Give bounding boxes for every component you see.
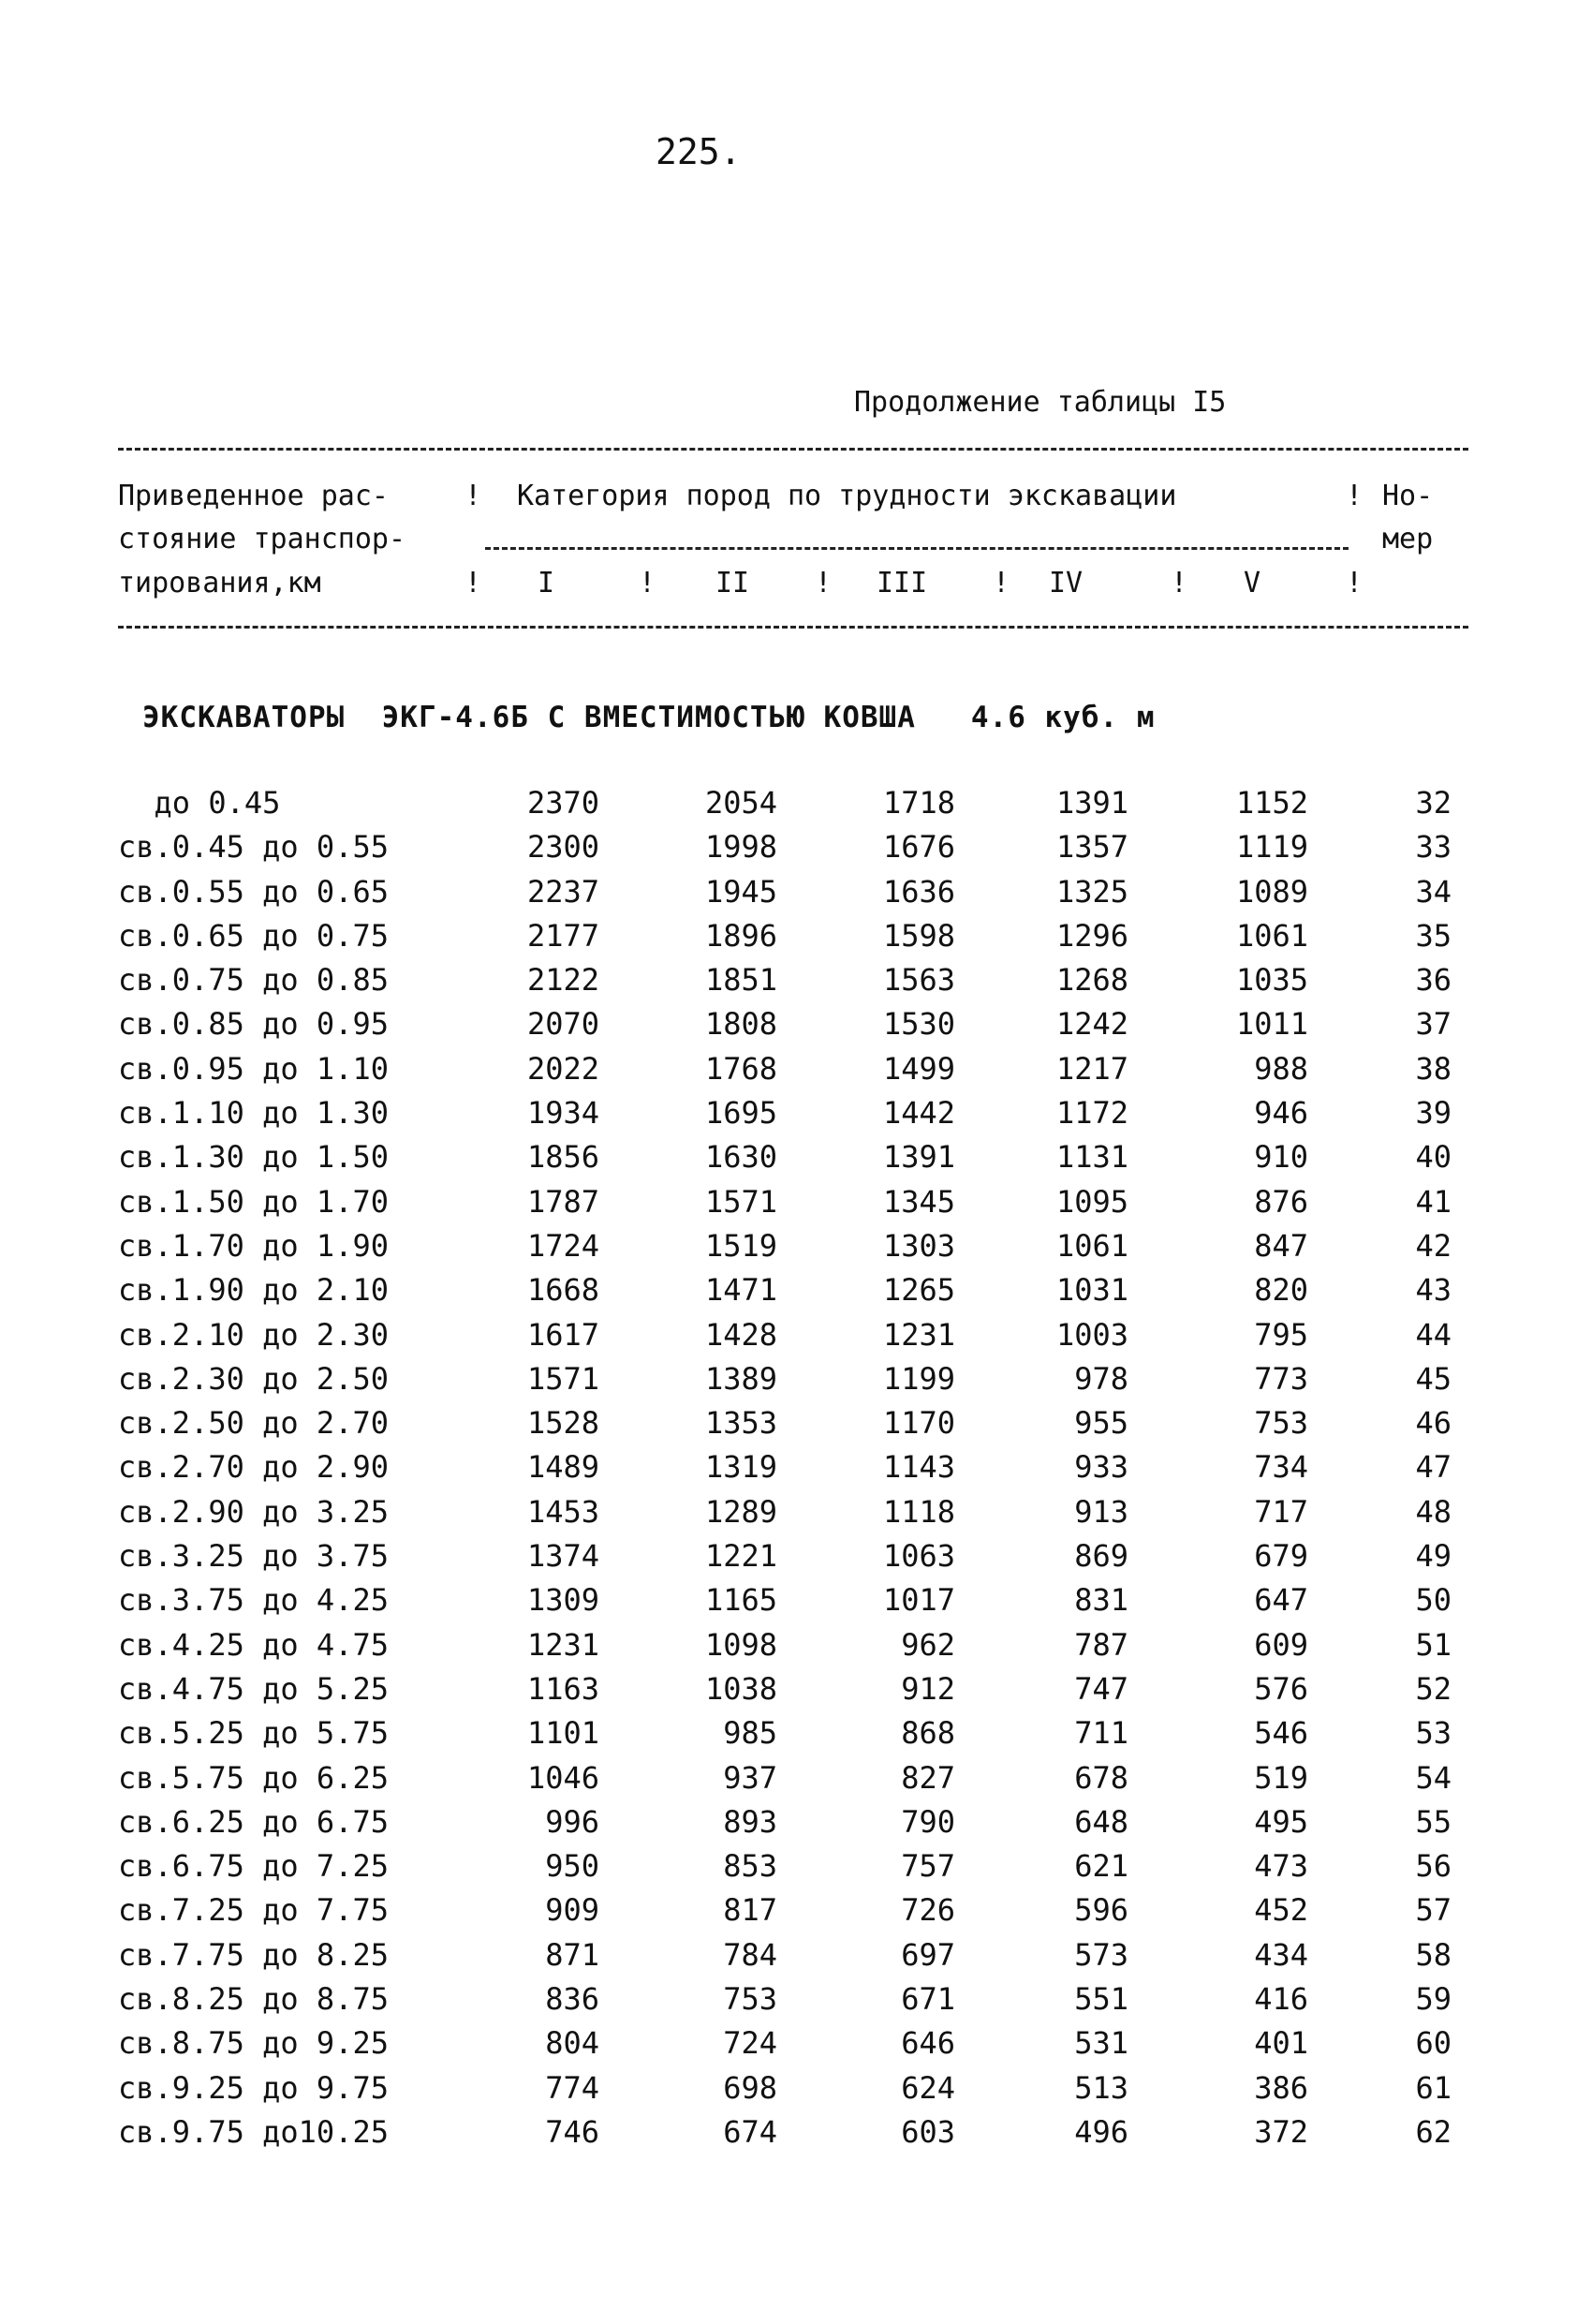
category-5-value: 1035 <box>1235 962 1308 999</box>
category-2-value: 1519 <box>704 1227 777 1264</box>
table-row <box>0 1361 1592 1405</box>
distance-range: св.1.90 до 2.10 <box>118 1272 389 1309</box>
distance-range: св.1.70 до 1.90 <box>118 1227 389 1264</box>
table-row <box>0 1760 1592 1804</box>
header-bottom-rule <box>118 626 1468 629</box>
category-3-value: 697 <box>901 1936 955 1973</box>
category-1-value: 2177 <box>526 917 599 954</box>
row-number: 47 <box>1415 1449 1452 1486</box>
category-2-value: 1038 <box>704 1670 777 1707</box>
category-4-value: 1268 <box>1055 962 1128 999</box>
category-2-value: 985 <box>723 1715 777 1752</box>
category-2-value: 817 <box>723 1892 777 1929</box>
header-separator: ! <box>1171 567 1188 600</box>
row-number: 39 <box>1415 1095 1452 1132</box>
category-4-value: 573 <box>1074 1936 1128 1973</box>
header-separator: ! <box>639 567 656 600</box>
category-4-value: 1217 <box>1055 1050 1128 1087</box>
category-1-value: 1046 <box>526 1759 599 1796</box>
category-1-value: 804 <box>545 2025 599 2062</box>
distance-range: св.1.10 до 1.30 <box>118 1095 389 1132</box>
header-category-4: IV <box>1049 567 1083 600</box>
category-4-value: 1061 <box>1055 1227 1128 1264</box>
table-row <box>0 1582 1592 1626</box>
distance-range: св.6.25 до 6.75 <box>118 1803 389 1840</box>
row-number: 60 <box>1415 2025 1452 2062</box>
category-5-value: 876 <box>1254 1183 1308 1220</box>
category-2-value: 1630 <box>704 1139 777 1176</box>
category-5-value: 647 <box>1254 1582 1308 1619</box>
category-2-value: 1851 <box>704 962 777 999</box>
category-1-value: 1374 <box>526 1538 599 1575</box>
distance-range: св.0.45 до 0.55 <box>118 829 389 866</box>
category-1-value: 2070 <box>526 1006 599 1043</box>
category-2-value: 1165 <box>704 1582 777 1619</box>
table-row <box>0 1272 1592 1316</box>
category-2-value: 1319 <box>704 1449 777 1486</box>
distance-range: св.4.75 до 5.25 <box>118 1670 389 1707</box>
section-title: ЭКСКАВАТОРЫ ЭКГ-4.6Б С ВМЕСТИМОСТЬЮ КОВША 4.6 куб. м <box>142 701 1156 734</box>
category-4-value: 1325 <box>1055 873 1128 910</box>
category-2-value: 1428 <box>704 1316 777 1353</box>
category-4-value: 1391 <box>1055 785 1128 821</box>
table-caption: Продолжение таблицы I5 <box>854 386 1227 419</box>
category-4-value: 1172 <box>1055 1095 1128 1132</box>
category-4-value: 1296 <box>1055 917 1128 954</box>
category-2-value: 2054 <box>704 785 777 821</box>
table-row <box>0 1139 1592 1183</box>
category-3-value: 912 <box>901 1670 955 1707</box>
category-5-value: 988 <box>1254 1050 1308 1087</box>
row-number: 45 <box>1415 1360 1452 1397</box>
category-3-value: 726 <box>901 1892 955 1929</box>
category-5-value: 753 <box>1254 1405 1308 1442</box>
category-1-value: 2237 <box>526 873 599 910</box>
distance-range: св.9.25 до 9.75 <box>118 2069 389 2106</box>
header-distance-line-3: тирования,км <box>118 567 321 600</box>
category-5-value: 773 <box>1254 1360 1308 1397</box>
category-3-value: 1063 <box>882 1538 955 1575</box>
category-4-value: 621 <box>1074 1848 1128 1885</box>
category-3-value: 1345 <box>882 1183 955 1220</box>
row-number: 38 <box>1415 1050 1452 1087</box>
header-distance-line-1: Приведенное рас- <box>118 480 389 512</box>
category-4-value: 531 <box>1074 2025 1128 2062</box>
distance-range: св.4.25 до 4.75 <box>118 1626 389 1663</box>
header-number-line-1: Но- <box>1382 480 1434 512</box>
category-3-value: 1199 <box>882 1360 955 1397</box>
table-row <box>0 2025 1592 2069</box>
distance-range: св.5.75 до 6.25 <box>118 1759 389 1796</box>
row-number: 49 <box>1415 1538 1452 1575</box>
distance-range: св.2.90 до 3.25 <box>118 1493 389 1530</box>
category-2-value: 893 <box>723 1803 777 1840</box>
row-number: 57 <box>1415 1892 1452 1929</box>
row-number: 48 <box>1415 1493 1452 1530</box>
row-number: 54 <box>1415 1759 1452 1796</box>
header-separator: ! <box>1346 480 1364 512</box>
table-row <box>0 1627 1592 1671</box>
category-5-value: 452 <box>1254 1892 1308 1929</box>
category-1-value: 1934 <box>526 1095 599 1132</box>
table-row <box>0 874 1592 918</box>
distance-range: св.7.25 до 7.75 <box>118 1892 389 1929</box>
category-4-value: 513 <box>1074 2069 1128 2106</box>
category-3-value: 671 <box>901 1981 955 2018</box>
category-5-value: 1089 <box>1235 873 1308 910</box>
category-3-value: 1143 <box>882 1449 955 1486</box>
category-5-value: 609 <box>1254 1626 1308 1663</box>
category-4-value: 1095 <box>1055 1183 1128 1220</box>
category-2-value: 1221 <box>704 1538 777 1575</box>
distance-range: св.6.75 до 7.25 <box>118 1848 389 1885</box>
category-5-value: 679 <box>1254 1538 1308 1575</box>
header-category-2: II <box>715 567 750 600</box>
row-number: 51 <box>1415 1626 1452 1663</box>
table-row <box>0 1184 1592 1228</box>
category-3-value: 1563 <box>882 962 955 999</box>
header-separator: ! <box>993 567 1010 600</box>
category-4-value: 933 <box>1074 1449 1128 1486</box>
category-5-value: 1061 <box>1235 917 1308 954</box>
table-row <box>0 1449 1592 1493</box>
category-5-value: 473 <box>1254 1848 1308 1885</box>
category-1-value: 1453 <box>526 1493 599 1530</box>
category-1-value: 1787 <box>526 1183 599 1220</box>
category-4-value: 978 <box>1074 1360 1128 1397</box>
category-5-value: 519 <box>1254 1759 1308 1796</box>
category-4-value: 955 <box>1074 1405 1128 1442</box>
category-2-value: 1389 <box>704 1360 777 1397</box>
category-5-value: 401 <box>1254 2025 1308 2062</box>
table-row <box>0 1228 1592 1272</box>
header-category-3: III <box>877 567 928 600</box>
category-4-value: 787 <box>1074 1626 1128 1663</box>
category-4-value: 831 <box>1074 1582 1128 1619</box>
distance-range: св.3.25 до 3.75 <box>118 1538 389 1575</box>
category-5-value: 576 <box>1254 1670 1308 1707</box>
category-1-value: 2122 <box>526 962 599 999</box>
category-1-value: 1163 <box>526 1670 599 1707</box>
table-row <box>0 962 1592 1006</box>
header-category-1: I <box>538 567 555 600</box>
category-3-value: 1718 <box>882 785 955 821</box>
header-category-5: V <box>1244 567 1261 600</box>
category-5-value: 1119 <box>1235 829 1308 866</box>
category-4-value: 648 <box>1074 1803 1128 1840</box>
distance-range: св.0.85 до 0.95 <box>118 1006 389 1043</box>
category-2-value: 853 <box>723 1848 777 1885</box>
category-1-value: 1571 <box>526 1360 599 1397</box>
category-3-value: 1530 <box>882 1006 955 1043</box>
table-row <box>0 1981 1592 2025</box>
category-1-value: 909 <box>545 1892 599 1929</box>
row-number: 53 <box>1415 1715 1452 1752</box>
category-4-value: 1242 <box>1055 1006 1128 1043</box>
category-1-value: 950 <box>545 1848 599 1885</box>
category-1-value: 1101 <box>526 1715 599 1752</box>
distance-range: св.5.25 до 5.75 <box>118 1715 389 1752</box>
table-row <box>0 1937 1592 1981</box>
row-number: 42 <box>1415 1227 1452 1264</box>
category-5-value: 416 <box>1254 1981 1308 2018</box>
distance-range: св.0.95 до 1.10 <box>118 1050 389 1087</box>
category-1-value: 1856 <box>526 1139 599 1176</box>
category-3-value: 1391 <box>882 1139 955 1176</box>
category-4-value: 1131 <box>1055 1139 1128 1176</box>
category-3-value: 1598 <box>882 917 955 954</box>
row-number: 43 <box>1415 1272 1452 1309</box>
distance-range: св.9.75 до10.25 <box>118 2113 389 2150</box>
distance-range: св.0.75 до 0.85 <box>118 962 389 999</box>
category-3-value: 1118 <box>882 1493 955 1530</box>
category-3-value: 1676 <box>882 829 955 866</box>
table-row <box>0 785 1592 829</box>
category-3-value: 1303 <box>882 1227 955 1264</box>
table-row <box>0 829 1592 873</box>
category-5-value: 372 <box>1254 2113 1308 2150</box>
category-2-value: 1808 <box>704 1006 777 1043</box>
category-2-value: 1945 <box>704 873 777 910</box>
table-row <box>0 1006 1592 1050</box>
row-number: 36 <box>1415 962 1452 999</box>
category-1-value: 746 <box>545 2113 599 2150</box>
category-5-value: 946 <box>1254 1095 1308 1132</box>
category-3-value: 646 <box>901 2025 955 2062</box>
category-3-value: 1017 <box>882 1582 955 1619</box>
category-1-value: 774 <box>545 2069 599 2106</box>
row-number: 37 <box>1415 1006 1452 1043</box>
category-2-value: 1571 <box>704 1183 777 1220</box>
distance-range: св.8.75 до 9.25 <box>118 2025 389 2062</box>
category-3-value: 624 <box>901 2069 955 2106</box>
table-row <box>0 2070 1592 2114</box>
category-1-value: 1309 <box>526 1582 599 1619</box>
category-2-value: 674 <box>723 2113 777 2150</box>
row-number: 55 <box>1415 1803 1452 1840</box>
table-row <box>0 1671 1592 1715</box>
row-number: 58 <box>1415 1936 1452 1973</box>
category-3-value: 1265 <box>882 1272 955 1309</box>
category-3-value: 1636 <box>882 873 955 910</box>
row-number: 62 <box>1415 2113 1452 2150</box>
distance-range: св.2.50 до 2.70 <box>118 1405 389 1442</box>
category-3-value: 757 <box>901 1848 955 1885</box>
category-5-value: 734 <box>1254 1449 1308 1486</box>
row-number: 35 <box>1415 917 1452 954</box>
table-row <box>0 1715 1592 1759</box>
table-row <box>0 1538 1592 1582</box>
category-1-value: 871 <box>545 1936 599 1973</box>
category-5-value: 434 <box>1254 1936 1308 1973</box>
distance-range: св.0.65 до 0.75 <box>118 917 389 954</box>
distance-range: св.1.50 до 1.70 <box>118 1183 389 1220</box>
category-3-value: 1231 <box>882 1316 955 1353</box>
row-number: 50 <box>1415 1582 1452 1619</box>
data-table <box>0 785 1592 2158</box>
category-1-value: 2370 <box>526 785 599 821</box>
header-distance-line-2: стояние транспор- <box>118 523 406 555</box>
distance-range: св.1.30 до 1.50 <box>118 1139 389 1176</box>
distance-range: св.0.55 до 0.65 <box>118 873 389 910</box>
category-5-value: 386 <box>1254 2069 1308 2106</box>
header-category-title: Категория пород по трудности экскавации <box>517 480 1177 512</box>
row-number: 32 <box>1415 785 1452 821</box>
category-3-value: 603 <box>901 2113 955 2150</box>
header-separator: ! <box>1346 567 1364 600</box>
table-row <box>0 1494 1592 1538</box>
category-4-value: 1031 <box>1055 1272 1128 1309</box>
category-1-value: 1724 <box>526 1227 599 1264</box>
category-5-value: 495 <box>1254 1803 1308 1840</box>
table-row <box>0 1317 1592 1361</box>
category-2-value: 784 <box>723 1936 777 1973</box>
table-row <box>0 1804 1592 1848</box>
table-row <box>0 918 1592 962</box>
distance-range: св.2.10 до 2.30 <box>118 1316 389 1353</box>
table-row <box>0 1051 1592 1095</box>
row-number: 56 <box>1415 1848 1452 1885</box>
category-1-value: 836 <box>545 1981 599 2018</box>
distance-range: до 0.45 <box>118 785 281 821</box>
category-1-value: 1617 <box>526 1316 599 1353</box>
category-4-value: 596 <box>1074 1892 1128 1929</box>
row-number: 61 <box>1415 2069 1452 2106</box>
category-2-value: 1896 <box>704 917 777 954</box>
category-3-value: 962 <box>901 1626 955 1663</box>
distance-range: св.7.75 до 8.25 <box>118 1936 389 1973</box>
category-4-value: 551 <box>1074 1981 1128 2018</box>
row-number: 59 <box>1415 1981 1452 2018</box>
table-row <box>0 1405 1592 1449</box>
category-2-value: 1768 <box>704 1050 777 1087</box>
row-number: 33 <box>1415 829 1452 866</box>
category-2-value: 724 <box>723 2025 777 2062</box>
category-5-value: 546 <box>1254 1715 1308 1752</box>
category-3-value: 1499 <box>882 1050 955 1087</box>
header-separator: ! <box>464 567 482 600</box>
row-number: 44 <box>1415 1316 1452 1353</box>
category-4-value: 678 <box>1074 1759 1128 1796</box>
header-separator: ! <box>464 480 482 512</box>
category-2-value: 1471 <box>704 1272 777 1309</box>
distance-range: св.3.75 до 4.25 <box>118 1582 389 1619</box>
row-number: 41 <box>1415 1183 1452 1220</box>
category-3-value: 827 <box>901 1759 955 1796</box>
row-number: 46 <box>1415 1405 1452 1442</box>
category-1-value: 2300 <box>526 829 599 866</box>
category-5-value: 717 <box>1254 1493 1308 1530</box>
category-4-value: 869 <box>1074 1538 1128 1575</box>
header-subrule <box>485 547 1349 550</box>
category-2-value: 1353 <box>704 1405 777 1442</box>
category-4-value: 1357 <box>1055 829 1128 866</box>
distance-range: св.8.25 до 8.75 <box>118 1981 389 2018</box>
top-rule <box>118 448 1468 451</box>
category-1-value: 1528 <box>526 1405 599 1442</box>
category-4-value: 913 <box>1074 1493 1128 1530</box>
category-3-value: 1442 <box>882 1095 955 1132</box>
category-1-value: 1668 <box>526 1272 599 1309</box>
header-number-line-2: мер <box>1382 523 1434 555</box>
category-2-value: 1695 <box>704 1095 777 1132</box>
row-number: 52 <box>1415 1670 1452 1707</box>
category-3-value: 1170 <box>882 1405 955 1442</box>
category-1-value: 996 <box>545 1803 599 1840</box>
page-number: 225. <box>656 131 742 172</box>
category-5-value: 820 <box>1254 1272 1308 1309</box>
category-2-value: 698 <box>723 2069 777 2106</box>
distance-range: св.2.30 до 2.50 <box>118 1360 389 1397</box>
category-4-value: 496 <box>1074 2113 1128 2150</box>
category-5-value: 847 <box>1254 1227 1308 1264</box>
table-row <box>0 1848 1592 1892</box>
category-4-value: 747 <box>1074 1670 1128 1707</box>
category-3-value: 790 <box>901 1803 955 1840</box>
row-number: 40 <box>1415 1139 1452 1176</box>
category-1-value: 1489 <box>526 1449 599 1486</box>
row-number: 34 <box>1415 873 1452 910</box>
category-2-value: 1289 <box>704 1493 777 1530</box>
distance-range: св.2.70 до 2.90 <box>118 1449 389 1486</box>
category-1-value: 2022 <box>526 1050 599 1087</box>
category-2-value: 753 <box>723 1981 777 2018</box>
category-2-value: 1098 <box>704 1626 777 1663</box>
category-5-value: 1011 <box>1235 1006 1308 1043</box>
category-1-value: 1231 <box>526 1626 599 1663</box>
category-5-value: 910 <box>1254 1139 1308 1176</box>
category-5-value: 795 <box>1254 1316 1308 1353</box>
category-3-value: 868 <box>901 1715 955 1752</box>
table-row <box>0 1095 1592 1139</box>
category-5-value: 1152 <box>1235 785 1308 821</box>
category-2-value: 937 <box>723 1759 777 1796</box>
category-2-value: 1998 <box>704 829 777 866</box>
category-4-value: 1003 <box>1055 1316 1128 1353</box>
category-4-value: 711 <box>1074 1715 1128 1752</box>
table-row <box>0 1892 1592 1936</box>
table-row <box>0 2114 1592 2158</box>
header-separator: ! <box>815 567 833 600</box>
